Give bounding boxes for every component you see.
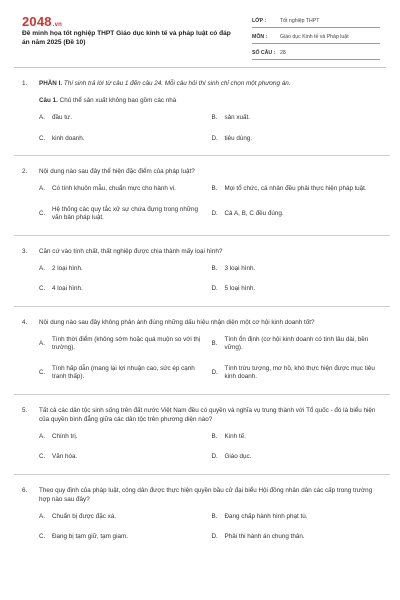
option-text: Cả A, B, C đều đúng. [224,209,284,217]
question-text: Nội dung nào sau đây không phản ánh đúng những dấu hiệu nhận diện một cơ hội kinh doanh tốt? [39,318,315,326]
answer-option[interactable] [212,513,385,522]
question-6 [22,486,384,542]
option-letter: B. [211,114,218,121]
question-number: 6. [22,486,28,494]
option-letter: A. [39,512,45,520]
meta-row [252,30,380,44]
meta-row [252,46,380,60]
answer-options [39,336,384,382]
question-text: Nội dung nào sau đây thể hiện đặc điểm của pháp luật? [39,168,195,175]
question-divider [14,155,390,156]
option-letter: A. [39,114,45,121]
answer-option[interactable] [212,206,385,223]
question-divider [14,306,390,307]
answer-option[interactable] [39,453,212,462]
option-text: kinh doanh. [52,134,85,142]
option-letter: A. [39,264,45,272]
site-logo[interactable]: 2048.vn [22,14,63,29]
question-5 [22,406,384,462]
answer-option[interactable] [39,433,212,442]
option-letter: C. [39,453,46,460]
answer-option[interactable] [39,135,212,144]
answer-option[interactable] [39,336,212,353]
option-text: Chuẩn bị được đặc xá. [52,512,117,520]
answer-option[interactable] [212,185,385,194]
option-text: 4 loại hình. [52,285,83,292]
option-text: Kinh tế. [224,432,246,440]
option-letter: A. [39,432,45,440]
question-text: Căn cứ vào tính chất, thất nghiệp được chia thành mấy loại hình? [39,247,223,255]
option-letter: B. [211,432,218,440]
question-1 [22,79,384,143]
meta-value: Giáo dục Kinh tế và Pháp luật [280,33,349,40]
option-text: sản xuất. [224,114,251,121]
question-number: 4. [22,318,28,326]
option-text: 5 loại hình. [224,285,256,292]
answer-option[interactable] [39,185,212,194]
exam-meta [252,14,380,60]
answer-option[interactable] [212,433,385,442]
option-letter: A. [39,185,45,192]
option-text: Chính trị. [52,432,78,440]
option-letter: D. [211,134,218,142]
question-3 [22,247,384,294]
header-divider [14,67,386,68]
option-text: 3 loại hình. [224,264,256,272]
option-letter: D. [211,368,218,376]
option-letter: C. [39,285,46,292]
option-letter: B. [211,512,218,520]
option-letter: B. [211,264,218,272]
option-text: Có tính khuôn mẫu, chuẩn mực cho hành vi. [52,185,176,192]
answer-option[interactable] [212,336,385,353]
option-letter: C. [39,368,46,376]
answer-options [39,433,384,462]
meta-key: MÔN : [252,33,268,40]
question-list [22,79,384,542]
answer-option[interactable] [212,135,385,144]
answer-option[interactable] [212,533,385,542]
part-label: PHẦN I. [39,80,63,87]
answer-option[interactable] [212,114,385,123]
meta-key: SỐ CÂU : [252,49,276,56]
question-number: 3. [22,247,28,255]
answer-option[interactable] [39,365,212,382]
question-number: 2. [22,168,28,175]
option-letter: D. [211,285,218,292]
option-text: Tính hấp dẫn (mang lại lợi nhuận cao, sức ép cạnh tranh thấp). [52,364,195,380]
question-2 [22,167,384,223]
question-divider [14,474,390,475]
option-letter: D. [211,453,218,460]
question-number: 5. [22,406,28,414]
option-letter: B. [211,339,218,347]
option-text: Tính trừu tượng, mơ hồ, khó thực hiện được mục tiêu kinh doanh. [224,364,375,380]
meta-value: Tốt nghiệp THPT [280,17,320,24]
option-text: Đang chấp hành hình phạt tù. [224,512,308,520]
answer-option[interactable] [212,285,385,294]
answer-option[interactable] [39,114,212,123]
option-letter: C. [39,134,46,142]
option-text: Hệ thống các quy tắc xử sự chứa đựng trong những văn bản pháp luật. [52,205,199,221]
option-text: đầu tư. [52,114,72,121]
answer-options [39,185,384,223]
answer-option[interactable] [39,513,212,522]
question-divider [14,235,390,236]
answer-option[interactable] [39,533,212,542]
option-letter: A. [39,339,45,347]
option-text: tiêu dùng. [224,134,253,142]
answer-option[interactable] [39,265,212,274]
answer-options [39,513,384,542]
answer-option[interactable] [39,206,212,223]
answer-option[interactable] [39,285,212,294]
question-divider [14,394,390,395]
answer-option[interactable] [212,365,385,382]
option-text: 2 loại hình. [52,264,83,272]
question-number: 1. [22,80,28,87]
option-text: Tính thời điểm (không sớm hoặc quá muộn so với thị trường). [52,335,201,351]
option-letter: B. [211,185,218,192]
option-text: Văn hóa. [52,453,78,460]
meta-value: 28 [280,49,286,56]
option-letter: C. [39,533,46,540]
sub-question: Câu 1. Chủ thể sản xuất không bao gồm các nhà [39,97,177,104]
answer-option[interactable] [212,265,385,274]
option-text: Đang bị tạm giữ, tạm giam. [52,533,128,540]
question-text: Tất cả các dân tộc sinh sống trên đất nước Việt Nam đều có quyền và nghĩa vụ trung thành với Tổ quốc - đó là biểu hiện của quyền bình đẳng giữa các dân tộc trên phương diện nào? [39,406,376,423]
meta-key: LỚP : [252,17,267,24]
question-text: Theo quy định của pháp luật, công dân được thực hiện quyền bầu cử đại biểu Hội đồng nhân dân các cấp trong trường hợp nào sau đây? [39,486,373,503]
option-text: Mọi tổ chức, cá nhân đều phải thực hiện pháp luật. [224,185,367,192]
option-text: Tính ổn định (cơ hội kinh doanh có tính lâu dài, bền vững). [224,335,369,351]
answer-option[interactable] [212,453,385,462]
option-letter: C. [39,209,46,217]
exam-title: Đề minh họa tốt nghiệp THPT Giáo dục kinh tế và pháp luật có đáp án năm 2025 (Đề 10) [22,30,231,46]
option-letter: D. [211,209,218,217]
meta-row [252,14,380,28]
answer-options [39,265,384,294]
part-instruction: Thí sinh trả lời từ câu 1 đến câu 24. Mỗi câu hỏi thí sinh chỉ chọn một phương án. [63,80,291,87]
option-letter: D. [211,533,218,540]
answer-options [39,114,384,143]
option-text: Giáo dục. [224,453,252,460]
option-text: Phải thi hành án chung thân. [224,533,305,540]
question-4 [22,318,384,382]
